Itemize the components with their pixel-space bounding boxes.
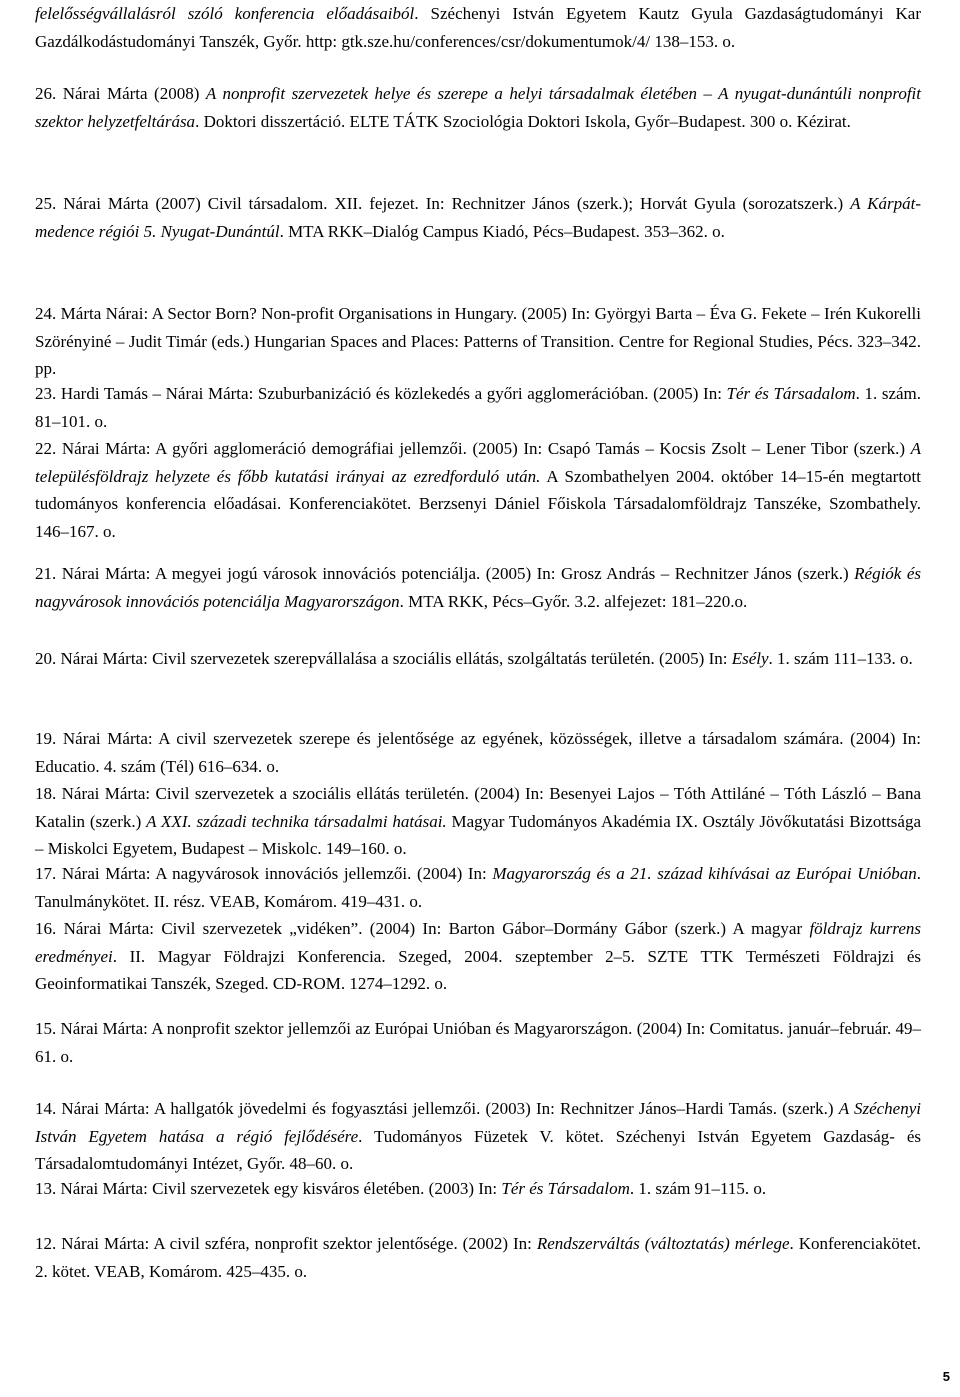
reference-text-segment: 16. Nárai Márta: Civil szervezetek „vidéken”. (2004) In: Barton Gábor–Dormány Gábor (szerk.) A magyar	[35, 919, 810, 938]
reference-text-segment: Magyar Tudományos Akadémia IX. Osztály Jövőkutatási Bizottsága – Miskolci Egyetem, Budapest – Miskolc. 149–160. o.	[35, 811, 921, 859]
reference-entry-18	[35, 780, 921, 863]
reference-text-segment: 21. Nárai Márta: A megyei jogú városok innovációs potenciálja. (2005) In: Grosz András – Rechnitzer János (szerk.)	[35, 564, 855, 583]
reference-text-segment: 13. Nárai Márta: Civil szervezetek egy kisváros életében. (2003) In:	[35, 1179, 502, 1198]
reference-text-segment: földrajz kurrens eredményei	[35, 919, 921, 966]
reference-text-segment: 26. Nárai Márta (2008)	[35, 84, 206, 103]
reference-text-segment: A településföldrajz helyzete és főbb kutatási irányai az ezredforduló után.	[35, 439, 921, 486]
reference-text-segment: 19. Nárai Márta: A civil szervezetek szerepe és jelentősége az egyének, közösségek, illetve a társadalom számára. (2004) In: Educatio. 4. szám (Tél) 616–634. o.	[35, 729, 921, 776]
reference-text-segment: Magyarország és a 21. század kihívásai az Európai Unióban	[492, 864, 917, 883]
reference-text-segment: 17. Nárai Márta: A nagyvárosok innovációs jellemzői. (2004) In:	[35, 864, 493, 883]
reference-text-segment: : Szuburbanizáció és közlekedés a győri agglomerációban. (2005) In:	[248, 384, 727, 403]
reference-continuation	[35, 0, 921, 55]
reference-entry-20	[35, 645, 921, 673]
reference-text-segment: 15. Nárai Márta: A nonprofit szektor jellemzői az Európai Unióban és Magyarországon. (2004) In: Comitatus. január–február. 49–61. o.	[35, 1019, 921, 1066]
reference-text-segment: 20. Nárai Márta: Civil szervezetek szerepvállalása a szociális ellátás, szolgáltatás területén. (2005) In:	[35, 649, 732, 668]
reference-entry-14	[35, 1095, 921, 1178]
reference-entry-26	[35, 80, 921, 135]
reference-text-segment: . Tanulmánykötet. II. rész. VEAB, Komárom. 419–431. o.	[35, 864, 921, 911]
reference-entry-15	[35, 1015, 921, 1070]
reference-text-segment: . Széchenyi István Egyetem Kautz Gyula Gazdaságtudományi Kar Gazdálkodástudományi Tanszék, Győr. http: gtk.sze.hu/conferences/csr/dokumentumok/4/ 138–153. o.	[35, 4, 921, 51]
reference-entry-24	[35, 300, 921, 383]
reference-text-segment: Tér és Társadalom	[726, 384, 856, 403]
reference-text-segment: . II. Magyar Földrajzi Konferencia. Szeged, 2004. szeptember 2–5. SZTE TTK Természeti Földrajzi és Geoinformatikai Tanszék, Szeged. CD-ROM. 1274–1292. o.	[35, 946, 921, 994]
reference-entry-23	[35, 380, 921, 435]
reference-entry-25	[35, 190, 921, 245]
reference-text-segment: 22. Nárai Márta: A győri agglomeráció demográfiai jellemzői. (2005) In: Csapó Tamás – Kocsis Zsolt – Lener Tibor (szerk.)	[35, 439, 911, 458]
reference-text-segment: 12. Nárai Márta: A civil szféra, nonprofit szektor jelentősége. (2002) In:	[35, 1234, 537, 1253]
page-number: 5	[942, 1369, 950, 1385]
reference-text-segment: A XXI. századi technika társadalmi hatásai.	[146, 811, 447, 831]
reference-text-segment: Régiók és nagyvárosok innovációs potenciálja Magyarországon	[35, 564, 922, 611]
reference-text-segment: 14. Nárai Márta: A hallgatók jövedelmi és fogyasztási jellemzői. (2003) In: Rechnitzer János–Hardi Tamás. (szerk.)	[35, 1099, 839, 1118]
reference-entry-19	[35, 725, 921, 780]
reference-text-segment: A Szombathelyen 2004. október 14–15-én megtartott tudományos konferencia előadásai. Konferenciakötet. Berzsenyi Dániel Főiskola Társadalomföldrajz Tanszéke, Szombathely. 146–167. o.	[35, 466, 921, 541]
reference-entry-13	[35, 1175, 921, 1203]
reference-text-segment: . 1. szám 111–133. o.	[768, 649, 913, 668]
reference-text-segment: A Kárpát-medence régiói 5. Nyugat-Dunántúl	[35, 194, 921, 241]
reference-text-segment: . Konferenciakötet. 2. kötet. VEAB, Komárom. 425–435. o.	[35, 1234, 921, 1281]
reference-text-segment: 25. Nárai Márta (2007) Civil társadalom. XII. fejezet. In: Rechnitzer János (szerk.); Horvát Gyula (sorozatszerk.)	[35, 194, 851, 213]
reference-text-segment: 18. Nárai Márta: Civil szervezetek a szociális ellátás területén. (2004) In: Besenyei Lajos – Tóth Attiláné – Tóth László – Bana Katalin (szerk.)	[35, 784, 921, 831]
reference-entry-12	[35, 1230, 921, 1285]
reference-text-segment: Rendszerváltás (változtatás) mérlege	[536, 1234, 790, 1253]
reference-entry-16	[35, 915, 921, 998]
reference-text-segment: . Tudományos Füzetek V. kötet. Széchenyi István Egyetem Gazdaság- és Társadalomtudományi Intézet, Győr. 48–60. o.	[35, 1126, 922, 1174]
reference-text-segment: . 1. szám. 81–101. o.	[35, 384, 922, 431]
reference-text-segment: Tér és Társadalom	[501, 1179, 630, 1198]
reference-entry-22	[35, 435, 921, 545]
reference-text-segment: A Széchenyi István Egyetem hatása a régió fejlődésére	[35, 1099, 921, 1146]
reference-text-segment: Nárai Márta	[165, 384, 249, 403]
reference-text-segment: . 1. szám 91–115. o.	[629, 1179, 767, 1198]
reference-text-segment: 23. Hardi Tamás –	[35, 384, 166, 403]
reference-text-segment: . MTA RKK, Pécs–Győr. 3.2. alfejezet: 181–220.o.	[399, 591, 748, 611]
reference-text-segment: A nonprofit szervezetek helye és szerepe a helyi társadalmak életében – A nyugat-dunántúli nonprofit szektor helyzetfeltárása	[35, 84, 921, 131]
reference-text-segment: . MTA RKK–Dialóg Campus Kiadó, Pécs–Budapest. 353–362. o.	[279, 221, 725, 241]
reference-entry-21	[35, 560, 921, 615]
reference-entry-17	[35, 860, 921, 915]
reference-text-segment: felelősségvállalásról szóló konferencia előadásaiból	[35, 4, 415, 23]
reference-text-segment: . Doktori disszertáció. ELTE TÁTK Szociológia Doktori Iskola, Győr–Budapest. 300 o. Kézirat.	[195, 111, 851, 131]
reference-text-segment: 24. Márta Nárai: A Sector Born? Non-profit Organisations in Hungary. (2005) In: Györgyi Barta – Éva G. Fekete – Irén Kukorelli Szörényiné – Judit Timár (eds.) Hungarian Spaces and Places: Patterns of Transition. Centre for Regional Studies, Pécs. 323–342. pp.	[35, 304, 921, 379]
reference-text-segment: Esély	[731, 649, 769, 668]
